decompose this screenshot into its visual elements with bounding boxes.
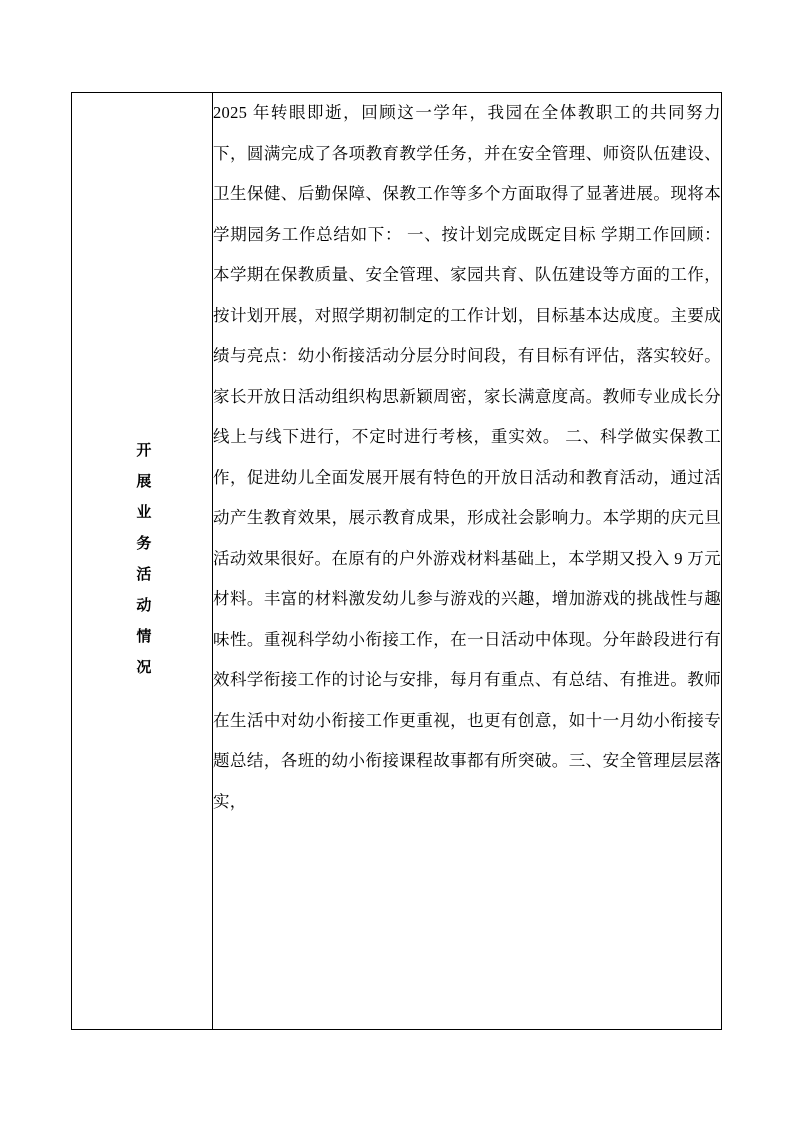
row-label-text: 开 展 业 务 活 动 情 况 bbox=[134, 442, 151, 674]
body-paragraph: 2025 年转眼即逝，回顾这一学年，我园在全体教职工的共同努力下，圆满完成了各项教育教学任务，并在安全管理、师资队伍建设、卫生保健、后勤保障、保教工作等多个方面取得了显著进展。现将本学期园务工作总结如下： 一、按计划完成既定目标 学期工作回顾：本学期在保教质量、安全管理、家园共育、队伍建设等方面的工作，按计划开展，对照学期初制定的工作计划，目标基本达成度。主要成绩与亮点：幼小衔接活动分层分时间段，有目标有评估，落实较好。家长开放日活动组织构思新颖周密，家长满意度高。教师专业成长分线上与线下进行，不定时进行考核，重实效。 二、科学做实保教工作，促进幼儿全面发展开展有特色的开放日活动和教育活动，通过活动产生教育效果，展示教育成果，形成社会影响力。本学期的庆元旦活动效果很好。在原有的户外游戏材料基础上，本学期又投入 9 万元材料。丰富的材料激发幼儿参与游戏的兴趣，增加游戏的挑战性与趣味性。重视科学幼小衔接工作，在一日活动中体现。分年龄段进行有效科学衔接工作的讨论与安排，每月有重点、有总结、有推进。教师在生活中对幼小衔接工作更重视，也更有创意，如十一月幼小衔接专题总结，各班的幼小衔接课程故事都有所突破。三、安全管理层层落实， bbox=[213, 103, 721, 811]
row-label-wrapper bbox=[72, 93, 212, 1023]
report-table bbox=[71, 92, 722, 1030]
row-body-cell bbox=[213, 93, 722, 1030]
table-row bbox=[72, 93, 722, 1030]
row-label-cell bbox=[72, 93, 213, 1030]
